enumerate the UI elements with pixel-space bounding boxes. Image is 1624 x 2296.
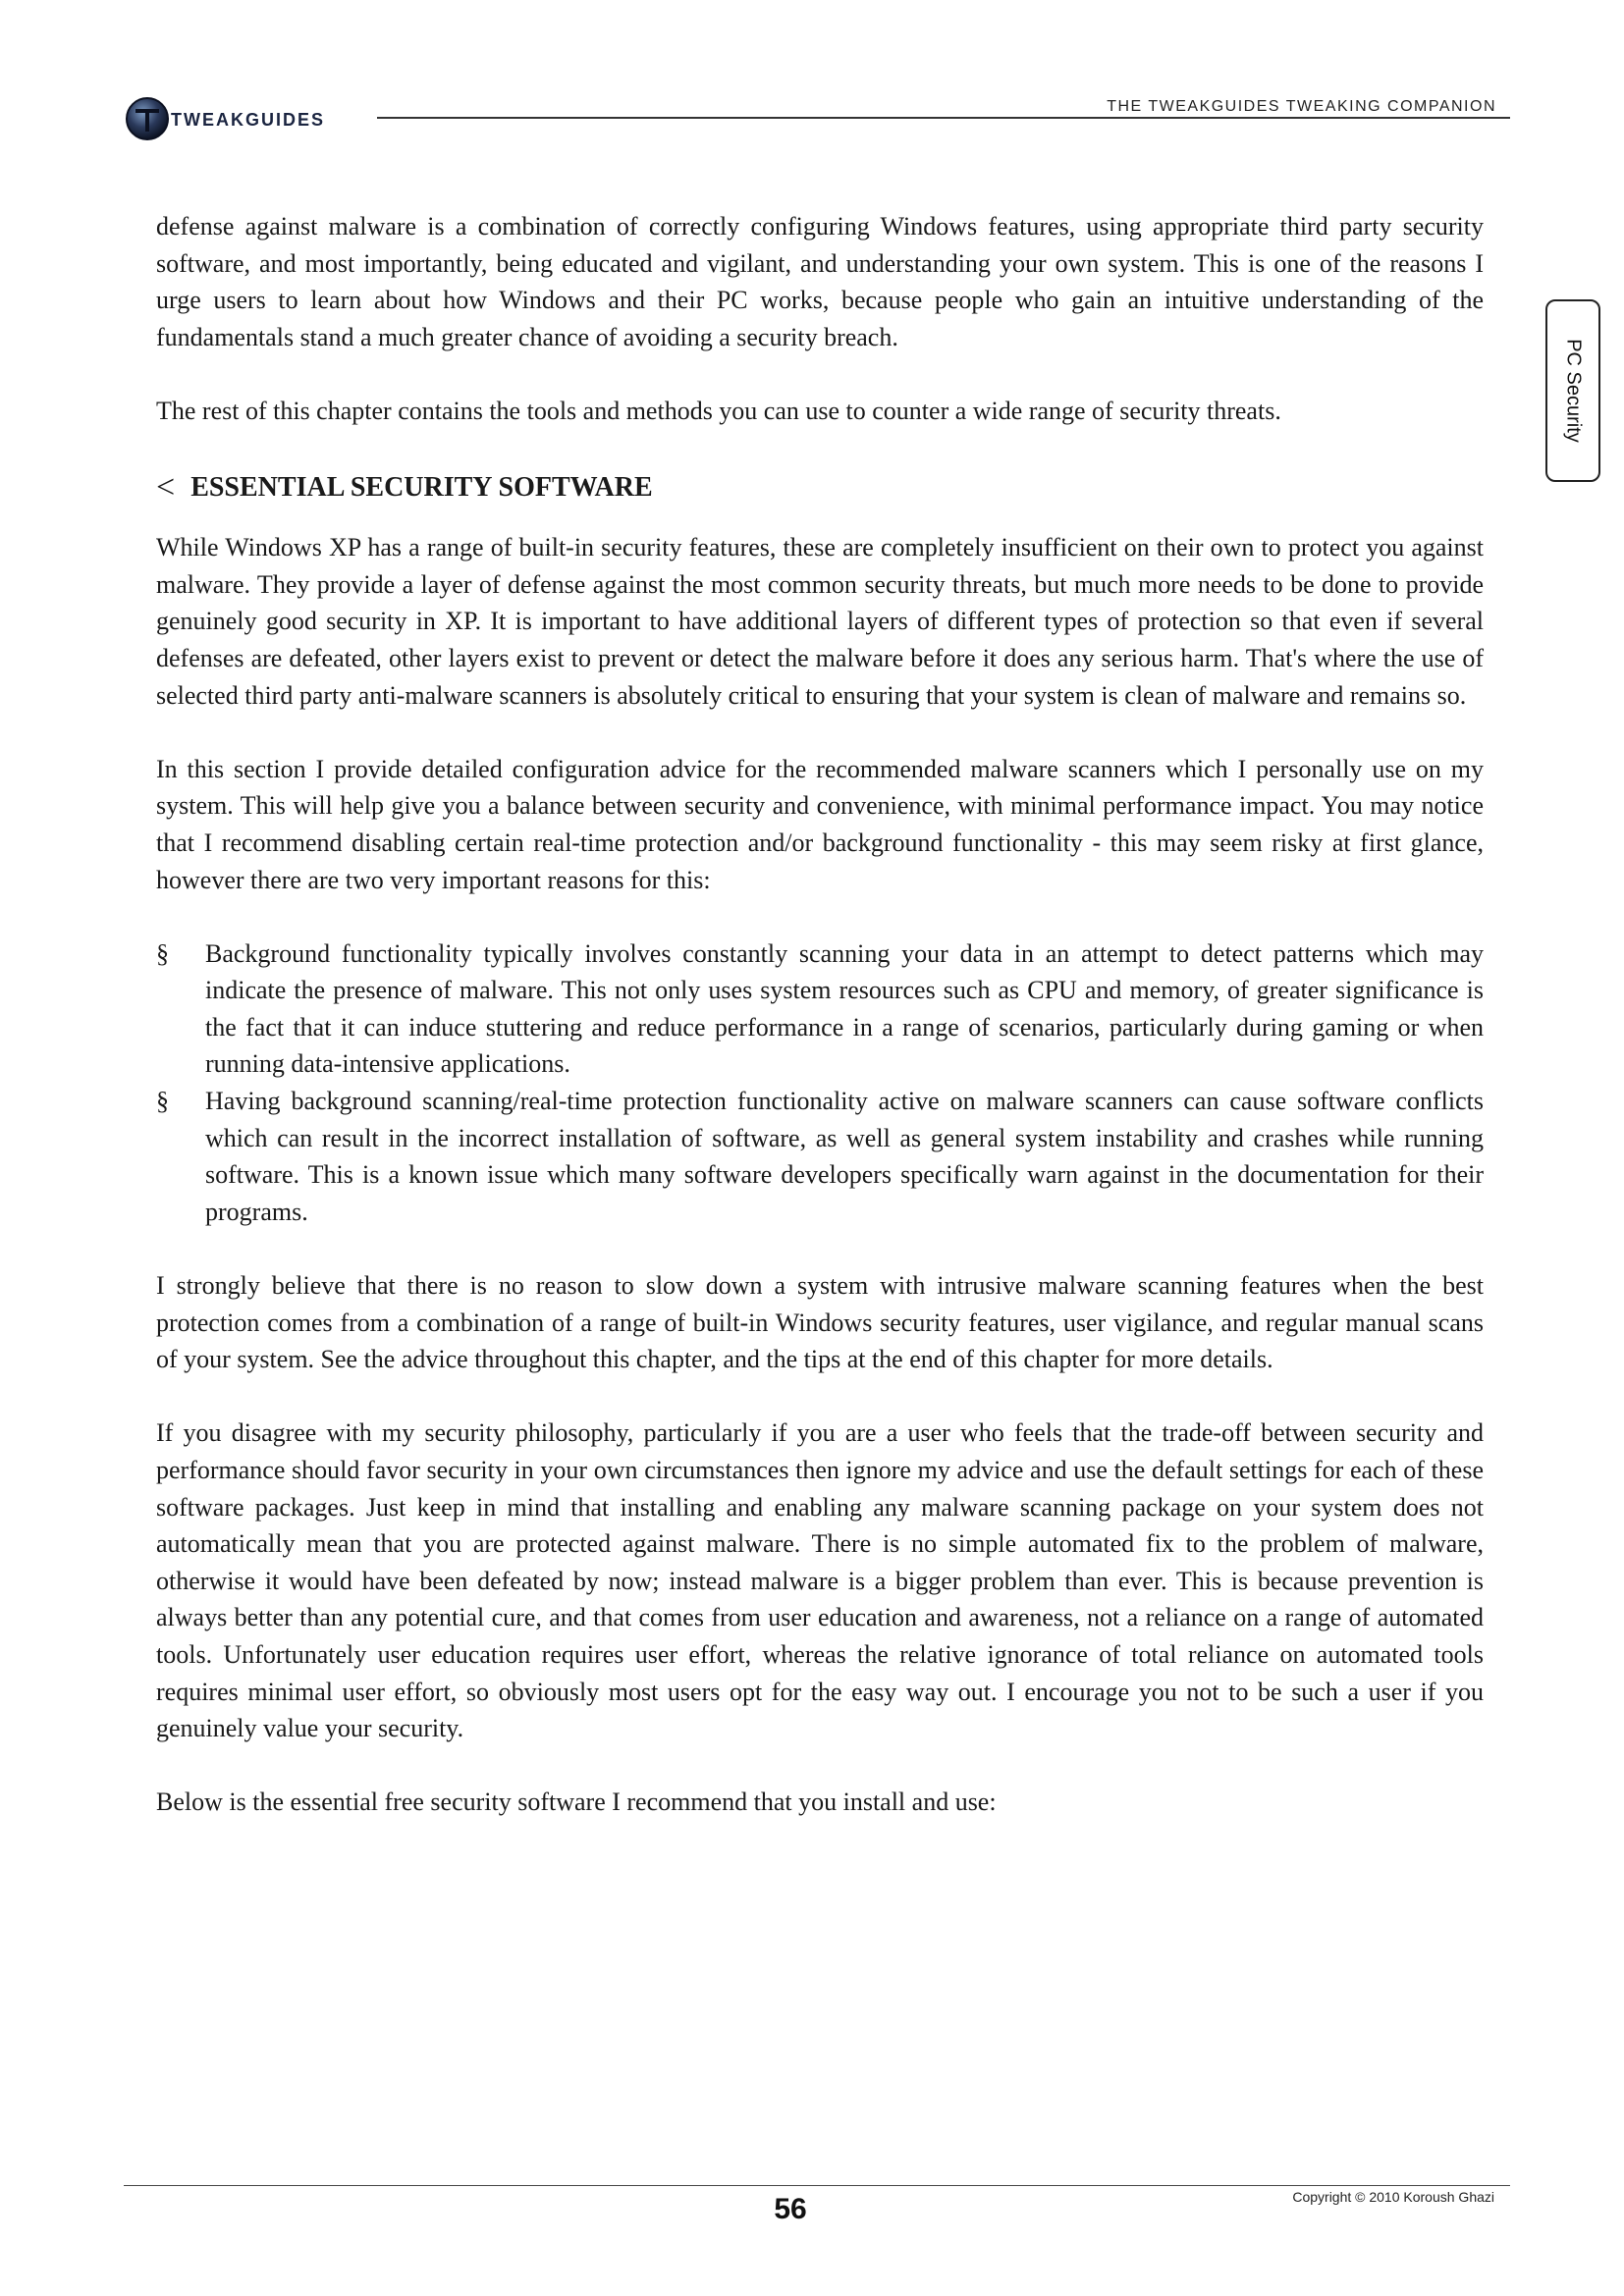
footer-rule <box>124 2185 1510 2186</box>
bullet-list <box>156 935 1484 1231</box>
list-item <box>156 935 1484 1083</box>
paragraph: Below is the essential free security software I recommend that you install and use: <box>156 1788 997 1817</box>
header-rule <box>377 117 1510 119</box>
chapter-tab <box>1545 299 1600 482</box>
section-sign-bullet-icon: § <box>156 1087 169 1116</box>
chapter-tab-label: PC Security <box>1562 339 1585 443</box>
paragraph: While Windows XP has a range of built-in security features, these are completely insufficient on their own to protect you against malware. They provide a layer of defense against the most common security threats, but much more needs to be done to provide genuinely good security in XP. It is important to have additional layers of different types of protection so that even if several defenses are defeated, other layers exist to prevent or detect the malware before it does any serious harm. That's where the use of selected third party anti-malware scanners is absolutely critical to ensuring that your system is clean of malware and remains so. <box>156 533 1484 710</box>
section-sign-bullet-icon: § <box>156 938 169 968</box>
page-number: 56 <box>774 2193 807 2225</box>
paragraph: The rest of this chapter contains the tools and methods you can use to counter a wide range of security threats. <box>156 396 1281 425</box>
list-item-text: Having background scanning/real-time protection functionality active on malware scanners can cause software conflicts which can result in the incorrect installation of software, as well as general system instability and crashes while running software. This is a known issue which many software developers specifically warn against in the documentation for their programs. <box>205 1087 1484 1226</box>
running-header-title: THE TWEAKGUIDES TWEAKING COMPANION <box>1107 98 1496 115</box>
list-item <box>156 1083 1484 1230</box>
logo-wordmark: TWEAKGUIDES <box>171 110 325 130</box>
paragraph: If you disagree with my security philosophy, particularly if you are a user who feels that the trade-off between security and performance should favor security in your own circumstances then ignore my advice and use the default settings for each of these software packages. Just keep in mind that installing and enabling any malware scanning package on your system does not automatically mean that you are protected against malware. There is no simple automated fix to the problem of malware, otherwise it would have been defeated by now; instead malware is a bigger problem than ever. This is because prevention is always better than any potential cure, and that comes from user education and awareness, not a reliance on a range of automated tools. Unfortunately user education requires user effort, whereas the relative ignorance of total reliance on automated tools requires minimal user effort, so obviously most users opt for the easy way out. I encourage you not to be such a user if you genuinely value your security. <box>156 1418 1484 1743</box>
section-marker-icon: < <box>156 469 176 507</box>
page-content <box>156 208 1484 1858</box>
copyright-notice: Copyright © 2010 Koroush Ghazi <box>1292 2189 1494 2205</box>
paragraph: defense against malware is a combination of correctly configuring Windows features, using appropriate third party security software, and most importantly, being educated and vigilant, and understanding your own system. This is one of the reasons I urge users to learn about how Windows and their PC works, because people who gain an intuitive understanding of the fundamentals stand a much greater chance of avoiding a security breach. <box>156 212 1484 351</box>
tweakguides-logo-icon <box>124 94 359 143</box>
paragraph: In this section I provide detailed configuration advice for the recommended malware scanners which I personally use on my system. This will help give you a balance between security and convenience, with minimal performance impact. You may notice that I recommend disabling certain real-time protection and/or background functionality - this may seem risky at first glance, however there are two very important reasons for this: <box>156 754 1484 894</box>
list-item-text: Background functionality typically involves constantly scanning your data in an attempt to detect patterns which may indicate the presence of malware. This not only uses system resources such as CPU and memory, of greater significance is the fact that it can induce stuttering and reduce performance in a range of scenarios, particularly during gaming or when running data-intensive applications. <box>205 938 1484 1079</box>
section-heading-text: ESSENTIAL SECURITY SOFTWARE <box>190 472 653 504</box>
header-logo <box>124 94 359 143</box>
section-heading <box>156 466 1484 509</box>
paragraph: I strongly believe that there is no reason to slow down a system with intrusive malware scanning features when the best protection comes from a combination of a range of built-in Windows security features, user vigilance, and regular manual scans of your system. See the advice throughout this chapter, and the tips at the end of this chapter for more details. <box>156 1271 1484 1374</box>
